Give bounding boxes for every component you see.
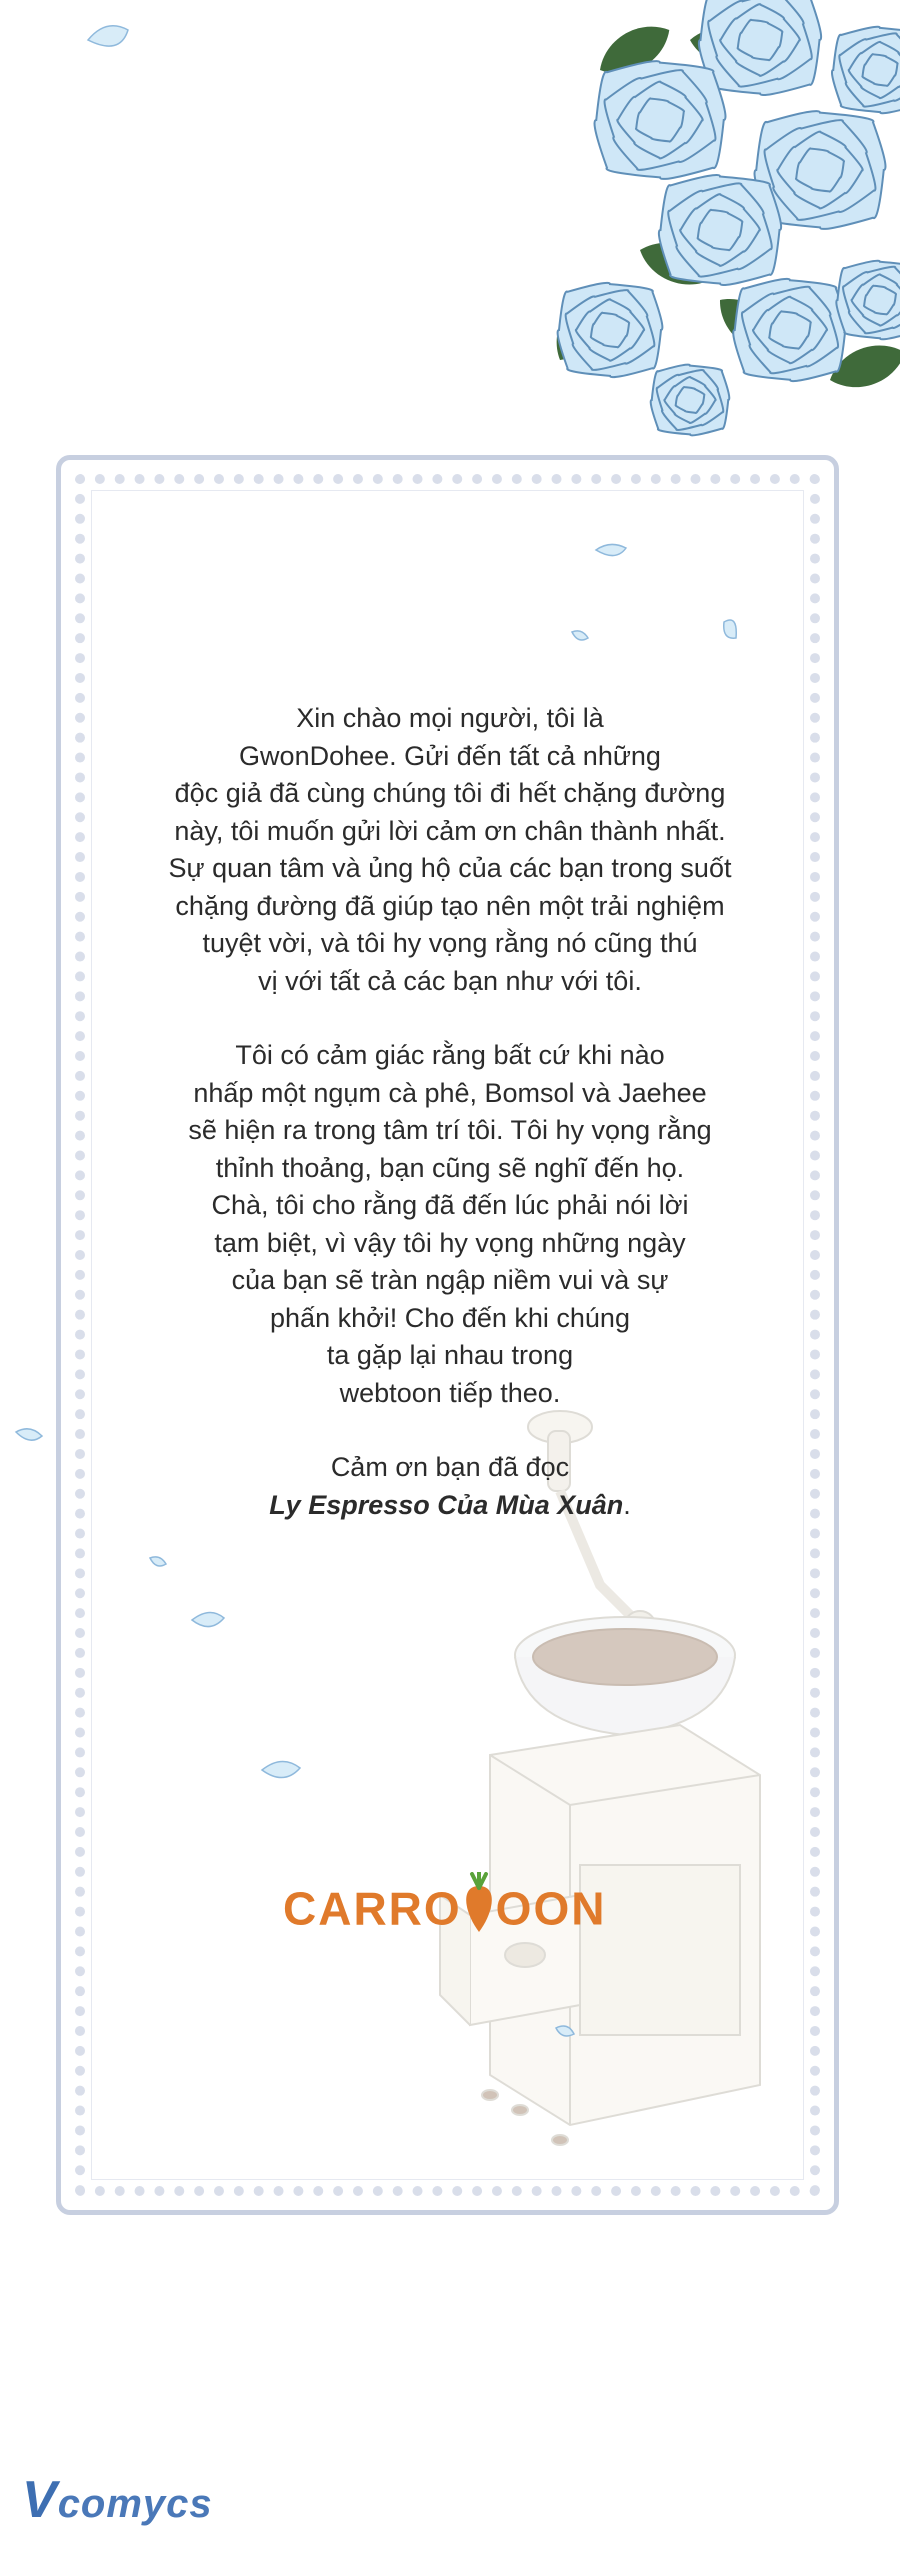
letter-line: webtoon tiếp theo. [339,1377,561,1408]
rose [659,175,781,285]
series-title: Ly Espresso Của Mùa Xuân [269,1489,624,1520]
vcomycs-watermark [22,2470,252,2530]
letter-line: thỉnh thoảng, bạn cũng sẽ nghĩ đến họ. [215,1152,685,1183]
letter-line: tạm biệt, vì vậy tôi hy vọng những ngày [214,1227,686,1258]
letter-paragraph-1 [110,700,790,1000]
blue-roses-illustration [0,0,900,460]
letter-line: tuyệt vời, và tôi hy vọng rằng nó cũng thú [202,928,698,958]
carrot-icon [462,1872,496,1953]
letter-line: độc giả đã cùng chúng tôi đi hết chặng đường [174,778,726,808]
rose [651,365,730,436]
rose [733,279,847,381]
thanks-line: Cảm ơn bạn đã đọc [330,1452,570,1482]
letter-line: ta gặp lại nhau trong [326,1340,574,1370]
letter-line: phấn khởi! Cho đến khi chúng [270,1302,630,1333]
rose [699,0,821,95]
letter-text [110,700,790,1524]
rose [558,283,663,377]
letter-line: nhấp một ngụm cà phê, Bomsol và Jaehee [193,1077,707,1108]
letter-line: chặng đường đã giúp tạo nên một trải nghiệm [175,890,725,921]
logo-text-part1: CARRO [283,1882,462,1935]
letter-line: GwonDohee. Gửi đến tất cả những [239,740,661,771]
logo-text-part2: OON [495,1882,607,1935]
carrotoon-logo [283,1872,623,1942]
letter-line: sẽ hiện ra trong tâm trí tôi. Tôi hy vọng rằng [188,1115,712,1145]
letter-line: vị với tất cả các bạn như với tôi. [258,965,642,996]
series-title-line [110,1487,790,1525]
rose [836,261,900,340]
letter-line: này, tôi muốn gửi lời cảm ơn chân thành nhất. [174,815,726,846]
letter-line: Xin chào mọi người, tôi là [296,703,604,733]
letter-line: Sự quan tâm và ủng hộ của các bạn trong suốt [168,853,732,883]
letter-line: Chà, tôi cho rằng đã đến lúc phải nói lời [211,1190,689,1220]
letter-paragraph-2 [110,1037,790,1412]
title-period: . [623,1489,631,1520]
rose [595,61,726,179]
watermark-v: V [22,2471,58,2529]
letter-line: Tôi có cảm giác rằng bất cứ khi nào [235,1040,665,1070]
letter-line: của bạn sẽ tràn ngập niềm vui và sự [231,1265,669,1295]
rose [832,27,900,113]
watermark-text: comycs [57,2482,213,2526]
